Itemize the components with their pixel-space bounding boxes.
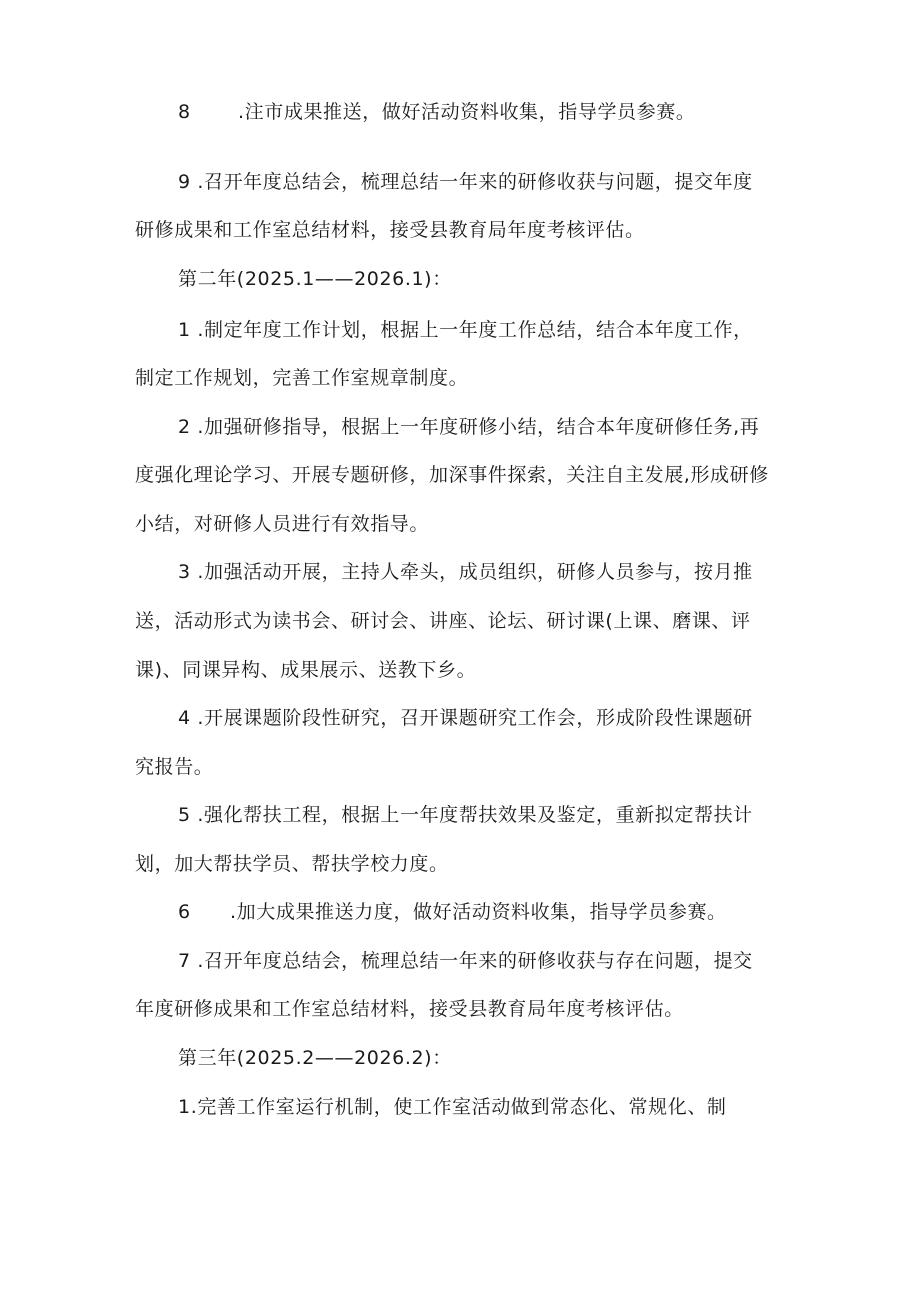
document-line: 研修成果和工作室总结材料，接受县教育局年度考核评估。 xyxy=(135,219,645,241)
document-line: 度强化理论学习、开展专题研修，加深事件探索，关注自主发展,形成研修 xyxy=(135,464,769,486)
document-line: 1 .制定年度工作计划，根据上一年度工作总结，结合本年度工作， xyxy=(178,319,753,341)
document-line: 4 .开展课题阶段性研究，召开课题研究工作会，形成阶段性课题研 xyxy=(178,707,753,729)
document-line xyxy=(178,900,727,924)
document-line: 3 .加强活动开展，主持人牵头，成员组织，研修人员参与，按月推 xyxy=(178,561,753,583)
item-text: .注市成果推送，做好活动资料收集，指导学员参赛。 xyxy=(238,101,696,123)
document-line: 小结，对研修人员进行有效指导。 xyxy=(135,513,430,535)
item-number: 6 xyxy=(178,901,191,923)
document-line xyxy=(178,100,695,124)
document-line: 2 .加强研修指导，根据上一年度研修小结，结合本年度研修任务,再 xyxy=(178,416,760,438)
section-heading: 第三年(2025.2——2026.2)： xyxy=(178,1047,452,1069)
document-line: 课)、同课异构、成果展示、送教下乡。 xyxy=(135,659,477,681)
item-number: 8 xyxy=(178,101,191,123)
document-line: 划，加大帮扶学员、帮扶学校力度。 xyxy=(135,853,449,875)
document-line: 送，活动形式为读书会、研讨会、讲座、论坛、研讨课(上课、磨课、评 xyxy=(135,610,751,632)
document-line: 究报告。 xyxy=(135,756,214,778)
document-line: 9 .召开年度总结会，梳理总结一年来的研修收获与问题，提交年度 xyxy=(178,171,753,193)
document-line: 7 .召开年度总结会，梳理总结一年来的研修收获与存在问题，提交 xyxy=(178,950,753,972)
section-heading: 第二年(2025.1——2026.1)： xyxy=(178,268,452,290)
document-line: 制定工作规划，完善工作室规章制度。 xyxy=(135,367,469,389)
document-line: 年度研修成果和工作室总结材料，接受县教育局年度考核评估。 xyxy=(135,998,684,1020)
document-line: 1.完善工作室运行机制，使工作室活动做到常态化、常规化、制 xyxy=(178,1096,727,1118)
item-text: .加大成果推送力度，做好活动资料收集，指导学员参赛。 xyxy=(230,901,727,923)
document-line: 5 .强化帮扶工程，根据上一年度帮扶效果及鉴定，重新拟定帮扶计 xyxy=(178,804,753,826)
